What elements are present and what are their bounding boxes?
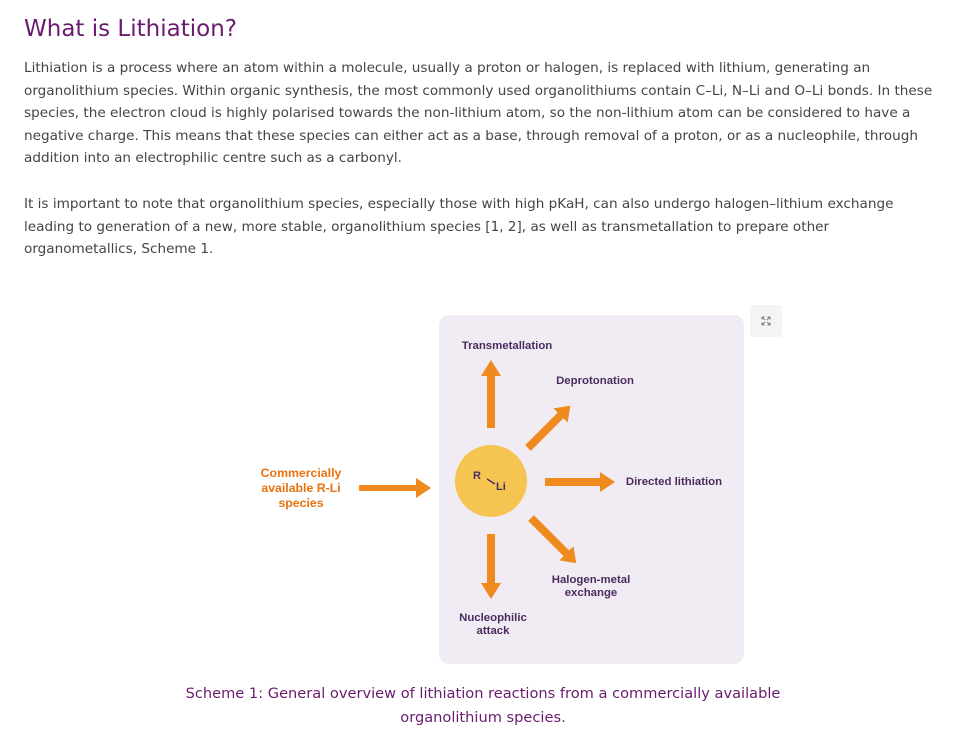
- halogen-metal-label: Halogen-metal exchange: [551, 574, 631, 599]
- page-title: What is Lithiation?: [24, 16, 237, 42]
- r-group-label: R: [473, 470, 481, 482]
- nucleophilic-arrow: [481, 534, 501, 599]
- transmetallation-arrow: [481, 360, 501, 428]
- source-label: Commercially available R-Li species: [260, 466, 342, 510]
- scheme-caption: Scheme 1: General overview of lithiation reactions from a commercially available organolithium species.: [185, 685, 781, 726]
- halogen-metal-arrow: [524, 511, 583, 570]
- deprotonation-label: Deprotonation: [556, 375, 634, 387]
- source-arrow: [359, 478, 431, 498]
- transmetallation-label: Transmetallation: [461, 340, 553, 352]
- deprotonation-arrow: [521, 399, 578, 456]
- lithium-label: Li: [496, 481, 506, 493]
- directed-lithiation-arrow: [545, 472, 615, 492]
- intro-paragraph: Lithiation is a process where an atom within a molecule, usually a proton or halogen, is replaced with lithium, generating an organolithium species. Within organic synthesis, the most commonly used organolithiums contain C–Li, N–Li and O–Li bonds. In these species, the electron cloud is highly polarised towards the non-lithium atom, so the non-lithium atom can be considered to have a negative charge. This means that these species can either act as a base, through removal of a proton, or as a nucleophile, through addition into an electrophilic centre such as a carbonyl.: [24, 60, 933, 167]
- directed-lithiation-label: Directed lithiation: [625, 476, 723, 488]
- nucleophilic-attack-label: Nucleophilic attack: [459, 612, 527, 637]
- exchange-paragraph: It is important to note that organolithium species, especially those with high pKaH, can also undergo halogen–lithium exchange leading to generation of a new, more stable, organolithium species [1, 2], as well as transmetallation to prepare other organometallics, Scheme 1.: [24, 196, 894, 258]
